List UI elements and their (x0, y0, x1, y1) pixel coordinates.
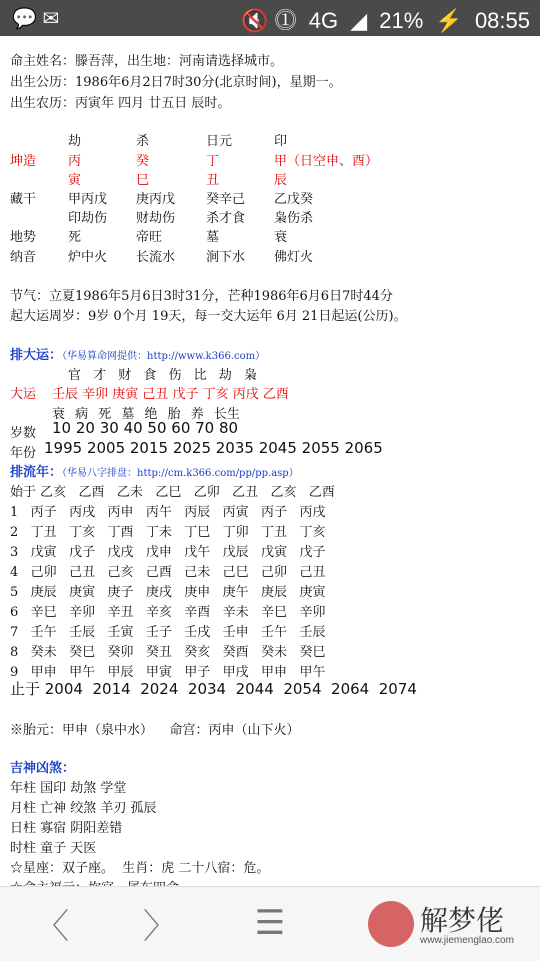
dishi-4: 衰 (274, 230, 288, 245)
battery-level: 21% (379, 8, 424, 33)
stem-3: 丁 (206, 154, 220, 169)
kunzao-label: 坤造 (10, 154, 37, 169)
bottom-nav-bar (0, 886, 540, 961)
site-url: www.jiemenglao.com (420, 935, 514, 946)
liunian-row-3: 3 戊寅 戊子 戊戌 戊申 戊午 戊辰 戊寅 戊子 (10, 545, 326, 560)
age-label: 岁数 (10, 426, 37, 441)
nayin-label: 纳音 (10, 250, 37, 265)
canggan-1: 甲丙戊 (68, 192, 108, 207)
liunian-row-6: 6 辛巳 辛卯 辛丑 辛亥 辛酉 辛未 辛巳 辛卯 (10, 605, 326, 620)
liunian-row-5: 5 庚辰 庚寅 庚子 庚戌 庚申 庚午 庚辰 庚寅 (10, 585, 326, 600)
shishen-4: 印 (274, 134, 288, 149)
canggan2-3: 杀才食 (206, 211, 246, 226)
signal-icon: ◢ (350, 8, 368, 33)
shishen-2: 杀 (136, 134, 150, 149)
years: 1995 2005 2015 2025 2035 2045 2055 2065 (44, 439, 383, 457)
canggan-label: 藏干 (10, 192, 37, 207)
xingzuo-line: ☆星座：双子座。 生肖：虎 二十八宿：危。 (10, 861, 270, 876)
dayun-title: 排大运： (10, 348, 63, 363)
liunian-source-link[interactable]: （华易八字排盘：http://cm.k366.com/pp/pp.asp） (62, 468, 299, 479)
year-label: 年份 (10, 446, 37, 461)
site-name: 解梦佬 (420, 904, 505, 937)
dayun-label: 大运 (10, 387, 37, 402)
liunian-row-8: 8 癸未 癸巳 癸卯 癸丑 癸亥 癸酉 癸未 癸巳 (10, 645, 326, 660)
liunian-row-2: 2 丁丑 丁亥 丁酉 丁未 丁巳 丁卯 丁丑 丁亥 (10, 525, 326, 540)
liunian-row-4: 4 己卯 己丑 己亥 己酉 己未 己巳 己卯 己丑 (10, 565, 326, 580)
stem-1: 丙 (68, 154, 82, 169)
stem-4: 甲（日空申、酉） (274, 154, 379, 169)
liunian-title: 排流年： (10, 465, 63, 480)
dayun-dishi: 衰 病 死 墓 绝 胎 养 长生 (52, 407, 240, 422)
jishen-day: 日柱 寡宿 阴阳差错 (10, 821, 123, 836)
nayin-4: 佛灯火 (274, 250, 314, 265)
dishi-label: 地势 (10, 230, 37, 245)
solar-birth-line: 出生公历：1986年6月2日7时30分(北京时间)，星期一。 (10, 75, 342, 90)
liunian-row-1: 1 丙子 丙戌 丙申 丙午 丙辰 丙寅 丙子 丙戌 (10, 505, 326, 520)
jishen-month: 月柱 亡神 绞煞 羊刃 孤辰 (10, 801, 157, 816)
qiyun-line: 起大运周岁：9岁 0个月 19天，每一交大运年 6月 21日起运(公历)。 (10, 309, 407, 324)
canggan2-4: 枭伤杀 (274, 211, 314, 226)
stem-2: 癸 (136, 154, 150, 169)
network-type: 4G (308, 8, 339, 33)
back-button[interactable]: 〈 (35, 906, 69, 947)
branch-2: 巳 (136, 173, 150, 188)
liunian-row-0: 始于 乙亥 乙酉 乙未 乙巳 乙卯 乙丑 乙亥 乙酉 (10, 485, 335, 500)
forward-button[interactable]: 〉 (143, 906, 177, 947)
jishen-title: 吉神凶煞： (10, 761, 76, 776)
status-right (235, 4, 530, 35)
jishen-hour: 时柱 童子 天医 (10, 841, 97, 856)
menu-button[interactable]: ☰ (254, 903, 286, 943)
branch-4: 辰 (274, 173, 288, 188)
canggan2-2: 财劫伤 (136, 211, 176, 226)
charging-icon: ⚡ (435, 8, 463, 33)
name-line: 命主姓名：滕吾萍，出生地：河南请选择城市。 (10, 54, 284, 69)
nayin-1: 炉中火 (68, 250, 108, 265)
liunian-row-9: 9 甲申 甲午 甲辰 甲寅 甲子 甲戌 甲申 甲午 (10, 665, 326, 680)
logo-mark-icon (368, 901, 414, 947)
ages: 10 20 30 40 50 60 70 80 (52, 419, 239, 437)
shishen-1: 劫 (68, 134, 82, 149)
dishi-2: 帝旺 (136, 230, 163, 245)
nayin-3: 涧下水 (206, 250, 246, 265)
dishi-1: 死 (68, 230, 82, 245)
canggan2-1: 印劫伤 (68, 211, 108, 226)
canggan-2: 庚丙戊 (136, 192, 176, 207)
status-bar (0, 0, 540, 36)
branch-3: 丑 (206, 173, 220, 188)
clock: 08:55 (474, 8, 530, 33)
canggan-4: 乙戊癸 (274, 192, 314, 207)
dayun-shishen: 官 才 财 食 伤 比 劫 枭 (68, 368, 257, 383)
canggan-3: 癸辛己 (206, 192, 246, 207)
document-content (0, 36, 540, 886)
mute-icon: 🔇 ⓵ (241, 8, 297, 33)
liunian-row-7: 7 壬午 壬辰 壬寅 壬子 壬戌 壬申 壬午 壬辰 (10, 625, 326, 640)
dishi-3: 墓 (206, 230, 220, 245)
taiyuan-line: ※胎元：甲申（泉中水） 命宫：丙申（山下火） (10, 723, 300, 738)
jieqi-line: 节气：立夏1986年5月6日3时31分，芒种1986年6月6日7时44分 (10, 289, 393, 304)
shishen-3: 日元 (206, 134, 233, 149)
branch-1: 寅 (68, 173, 82, 188)
lunar-birth-line: 出生农历：丙寅年 四月 廿五日 辰时。 (10, 96, 231, 111)
jishen-year: 年柱 国印 劫煞 学堂 (10, 781, 127, 796)
dayun-source-link[interactable]: （华易算命网提供：http://www.k366.com） (62, 351, 266, 362)
notification-icons: 💬 ✉ (12, 8, 60, 30)
dayun-pillars: 壬辰 辛卯 庚寅 己丑 戊子 丁亥 丙戌 乙酉 (52, 387, 289, 402)
zhiyu-line: 止于 2004 2014 2024 2034 2044 2054 2064 2074 (10, 680, 417, 698)
site-watermark-logo (360, 897, 530, 953)
nayin-2: 长流水 (136, 250, 176, 265)
